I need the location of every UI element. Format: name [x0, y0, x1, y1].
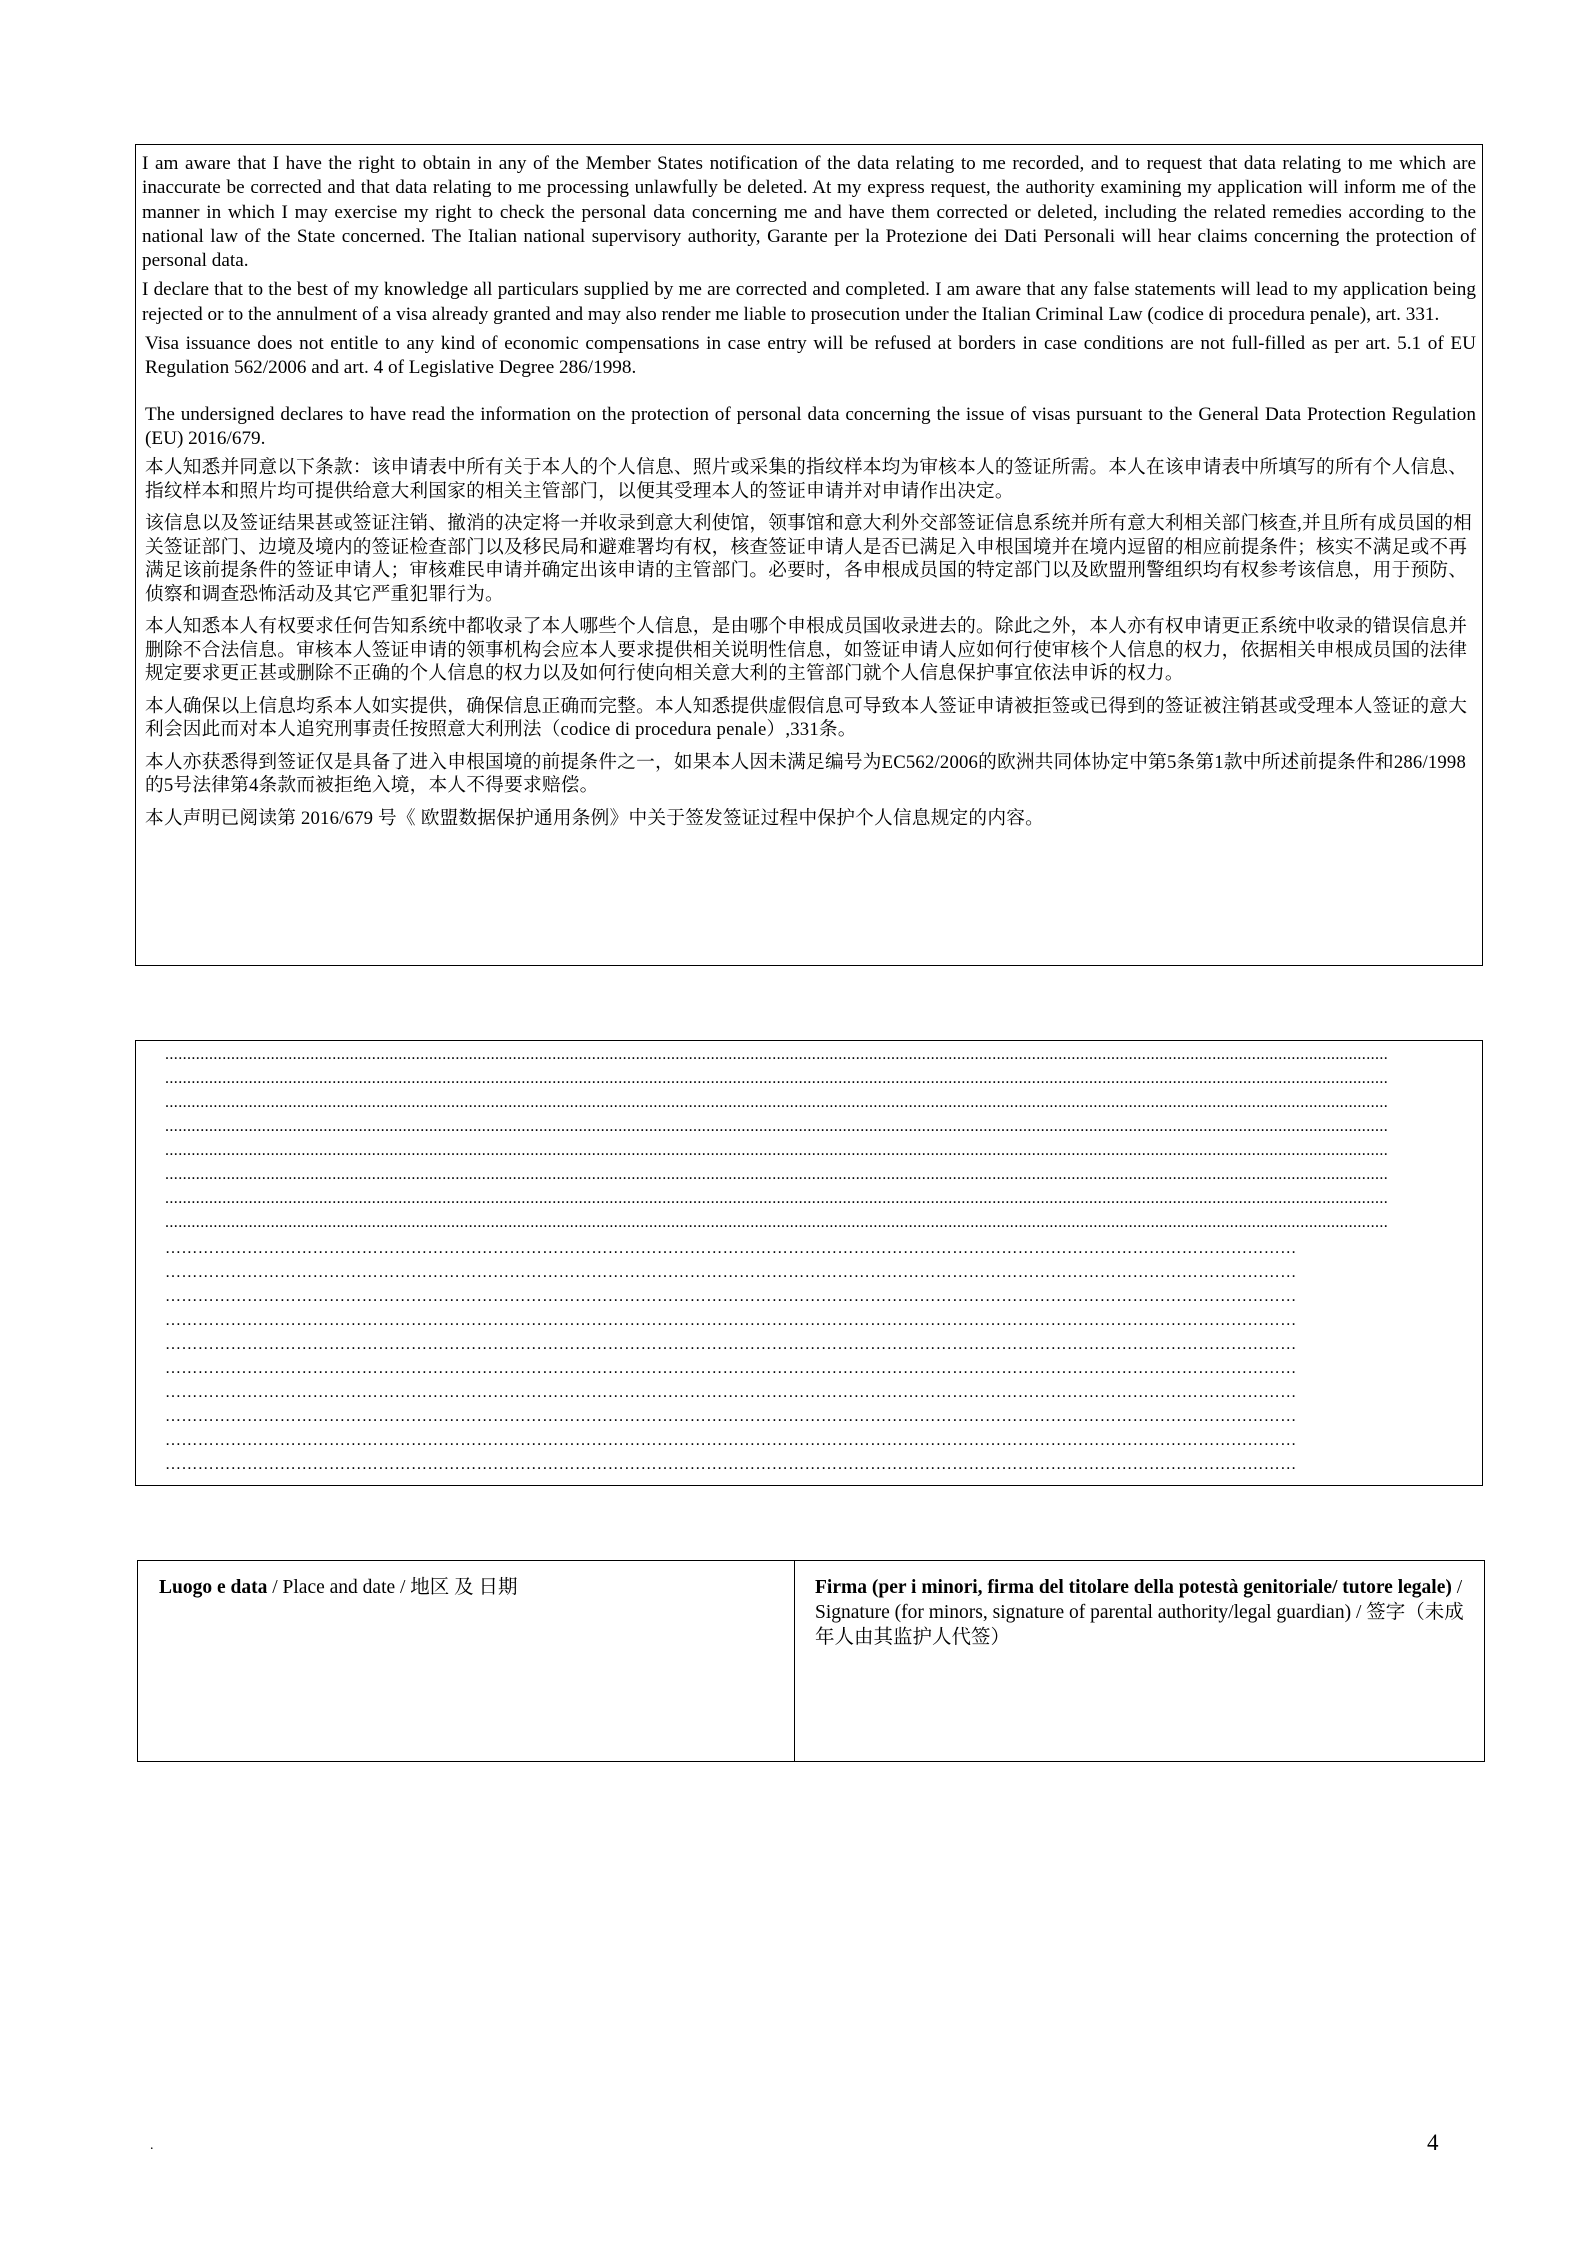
dotted-line: ......................................................................................................................................................................................................................................................................................: [165, 1142, 1389, 1159]
dotted-line: ………………………………………………………………………………………………………………………………………………………………………………………: [165, 1360, 1297, 1377]
signature-table: [137, 1560, 1485, 1762]
dotted-line: ......................................................................................................................................................................................................................................................................................: [165, 1214, 1389, 1231]
page-number: 4: [1427, 2130, 1439, 2155]
chinese-vis-paragraph: 该信息以及签证结果甚或签证注销、撤消的决定将一并收录到意大利使馆，领事馆和意大利外交部签证信息系统并所有意大利相关部门核查,并且所有成员国的相关签证部门、边境及境内的签证检查部门以及移民局和避难署均有权，核查签证申请人是否已满足入申根国境并在境内逗留的相应前提条件；核实不满足或不再满足该前提条件的签证申请人；审核难民申请并确定出该申请的主管部门。必要时，各申根成员国的特定部门以及欧盟刑警组织均有权参考该信息，用于预防、侦察和调查恐怖活动及其它严重犯罪行为。: [145, 513, 1472, 605]
english-visa-paragraph: Visa issuance does not entitle to any kind of economic compensations in case entry will be refused at borders in case conditions are not full-filled as per art. 5.1 of EU Regulation 562/2006 and art. 4 of Legislative Degree 286/1998.: [145, 333, 1476, 379]
dotted-line: ………………………………………………………………………………………………………………………………………………………………………………………: [165, 1288, 1297, 1305]
dotted-line: ………………………………………………………………………………………………………………………………………………………………………………………: [165, 1408, 1297, 1425]
dotted-line: ......................................................................................................................................................................................................................................................................................: [165, 1118, 1389, 1135]
dotted-line: ………………………………………………………………………………………………………………………………………………………………………………………: [165, 1432, 1297, 1449]
dotted-line: ………………………………………………………………………………………………………………………………………………………………………………………: [165, 1456, 1297, 1473]
english-gdpr-paragraph: The undersigned declares to have read the information on the protection of personal data concerning the issue of visas pursuant to the General Data Protection Regulation (EU) 2016/679.: [145, 403, 1476, 449]
dotted-line: ......................................................................................................................................................................................................................................................................................: [165, 1094, 1389, 1111]
dotted-line: ………………………………………………………………………………………………………………………………………………………………………………………: [165, 1312, 1297, 1329]
dotted-line: ......................................................................................................................................................................................................................................................................................: [165, 1070, 1389, 1087]
notes-box: [135, 1040, 1483, 1486]
english-rights-paragraph: I am aware that I have the right to obtain in any of the Member States notification of the data relating to me recorded, and to request that data relating to me which are inaccurate be corrected and that data relating to me processing unlawfully be deleted. At my express request, the authority examining my application will inform me of the manner in which I may exercise my right to check the personal data concerning me and have them corrected or deleted, including the related remedies according to the national law of the State concerned. The Italian national supervisory authority, Garante per la Protezione dei Dati Personali will hear claims concerning the protection of personal data.: [142, 153, 1476, 272]
dotted-line: ………………………………………………………………………………………………………………………………………………………………………………………: [165, 1240, 1297, 1257]
chinese-visa-paragraph: 本人亦获悉得到签证仅是具备了进入申根国境的前提条件之一，如果本人因未满足编号为EC562/2006的欧洲共同体协定中第5条第1款中所述前提条件和286/1998的5号法律第4条款而被拒绝入境，本人不得要求赔偿。: [145, 751, 1467, 797]
chinese-gdpr-paragraph: 本人声明已阅读第 2016/679 号《 欧盟数据保护通用条例》中关于签发签证过程中保护个人信息规定的内容。: [145, 807, 1044, 829]
declaration-box: [135, 144, 1483, 966]
dotted-line: ......................................................................................................................................................................................................................................................................................: [165, 1166, 1389, 1183]
dotted-line: ......................................................................................................................................................................................................................................................................................: [165, 1190, 1389, 1207]
english-declaration-paragraph: I declare that to the best of my knowledge all particulars supplied by me are corrected and completed. I am aware that any false statements will lead to my application being rejected or to the annulment of a visa already granted and may also render me liable to prosecution under the Italian Criminal Law (codice di procedura penale), art. 331.: [142, 279, 1476, 325]
signature-label-bold: Firma (per i minori, firma del titolare della potestà genitoriale/ tutore legale): [815, 1577, 1452, 1598]
dotted-line: ......................................................................................................................................................................................................................................................................................: [165, 1046, 1389, 1063]
dotted-line: ………………………………………………………………………………………………………………………………………………………………………………………: [165, 1336, 1297, 1353]
chinese-consent-paragraph: 本人知悉并同意以下条款：该申请表中所有关于本人的个人信息、照片或采集的指纹样本均为审核本人的签证所需。本人在该申请表中所填写的所有个人信息、指纹样本和照片均可提供给意大利国家的相关主管部门，以便其受理本人的签证申请并对申请作出决定。: [145, 457, 1468, 502]
footer-dot: .: [150, 2138, 154, 2153]
place-and-date-label-bold: Luogo e data: [159, 1577, 268, 1598]
place-and-date-field[interactable]: [138, 1561, 795, 1761]
signature-field[interactable]: [795, 1561, 1484, 1761]
dotted-line: ………………………………………………………………………………………………………………………………………………………………………………………: [165, 1264, 1297, 1281]
chinese-rights-paragraph: 本人知悉本人有权要求任何告知系统中都收录了本人哪些个人信息，是由哪个申根成员国收录进去的。除此之外，本人亦有权申请更正系统中收录的错误信息并删除不合法信息。审核本人签证申请的领事机构会应本人要求提供相关说明性信息，如签证申请人应如何行使审核个人信息的权力，依据相关申根成员国的法律规定要求更正甚或删除不正确的个人信息的权力以及如何行使向相关意大利的主管部门就个人信息保护事宜依法申诉的权力。: [145, 616, 1468, 685]
chinese-truth-paragraph: 本人确保以上信息均系本人如实提供，确保信息正确而完整。本人知悉提供虚假信息可导致本人签证申请被拒签或已得到的签证被注销甚或受理本人签证的意大利会因此而对本人追究刑事责任按照意大利刑法（codice di procedura penale）,331条。: [145, 695, 1468, 741]
signature-label: / Signature (for minors, signature of parental authority/legal guardian) / 签字（未成年人由其监护人代签）: [815, 1577, 1464, 1648]
place-and-date-label: / Place and date / 地区 及 日期: [267, 1577, 518, 1598]
dotted-line: ………………………………………………………………………………………………………………………………………………………………………………………: [165, 1384, 1297, 1401]
